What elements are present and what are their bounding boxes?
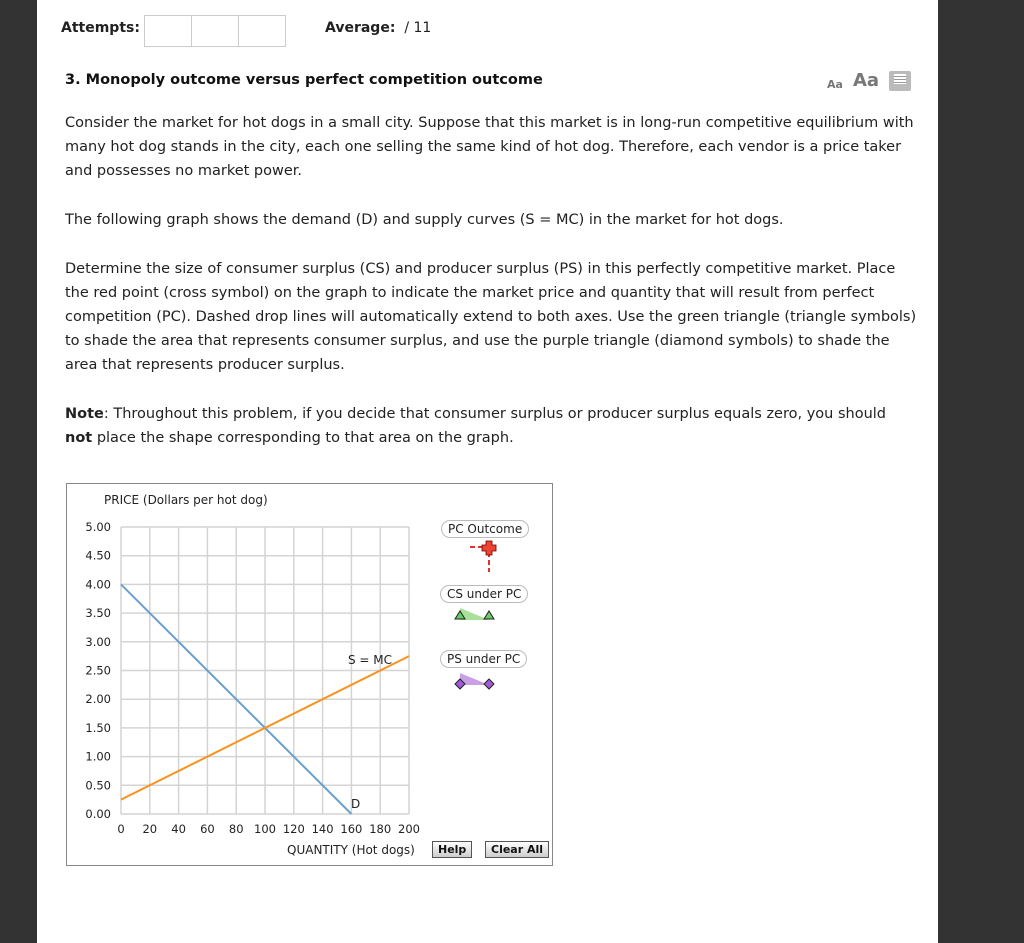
y-tick-label: 0.50	[85, 778, 111, 793]
note-text: : Throughout this problem, if you decide that consumer surplus or producer surplus equals zero, you should	[103, 406, 887, 422]
y-tick-label: 3.50	[85, 606, 111, 621]
ps-tool-icon[interactable]	[455, 673, 494, 689]
y-tick-label: 5.00	[85, 520, 111, 534]
x-tick-label: 200	[398, 822, 420, 836]
attempt-box	[238, 15, 286, 47]
attempts-label: Attempts:	[61, 20, 140, 36]
y-tick-label: 4.00	[85, 577, 111, 592]
pc-outcome-label[interactable]: PC Outcome	[441, 520, 529, 538]
attempt-box	[144, 15, 192, 47]
main-content	[37, 0, 938, 943]
y-tick-label: 4.50	[85, 548, 111, 563]
font-small-button[interactable]: Aa	[827, 78, 843, 91]
x-tick-label: 160	[340, 822, 363, 836]
y-tick-label: 1.50	[85, 720, 111, 735]
attempt-box	[191, 15, 239, 47]
pc-outcome-tool-icon[interactable]	[470, 541, 496, 572]
y-tick-label: 3.00	[85, 634, 111, 649]
note-bold: not	[65, 430, 93, 446]
cs-tool-icon[interactable]	[455, 608, 494, 620]
font-large-button[interactable]: Aa	[852, 70, 880, 91]
average-value: / 11	[404, 20, 432, 36]
demand-label: D	[351, 797, 361, 811]
y-tick-label: 2.50	[85, 663, 111, 678]
help-button[interactable]: Help	[432, 841, 472, 858]
supply-label: S = MC	[348, 653, 393, 667]
graph-panel	[66, 483, 553, 866]
chart[interactable]	[67, 484, 552, 865]
print-icon[interactable]	[889, 71, 911, 91]
average-label: Average:	[325, 20, 396, 36]
y-tick-label: 2.00	[85, 692, 111, 707]
cs-under-pc-label[interactable]: CS under PC	[440, 585, 528, 603]
x-axis-label: QUANTITY (Hot dogs)	[287, 843, 415, 857]
paragraph-2: The following graph shows the demand (D) and supply curves (S = MC) in the market for hot dogs.	[65, 212, 784, 228]
x-tick-label: 80	[228, 822, 244, 836]
question-title: 3. Monopoly outcome versus perfect competition outcome	[65, 72, 543, 88]
note-label: Note	[65, 406, 104, 422]
paragraph-3: Determine the size of consumer surplus (CS) and producer surplus (PS) in this perfectly competitive market. Place the red point (cross symbol) on the graph to indicate the market price and quantity that will result from perfect competition (PC). Dashed drop lines will automatically extend to both axes. Use the green triangle (triangle symbols) to shade the area that represents consumer surplus, and use the purple triangle (diamond symbols) to shade the area that represents producer surplus.	[65, 261, 917, 373]
clear-all-button[interactable]: Clear All	[485, 841, 549, 858]
text-tools	[827, 70, 911, 91]
paragraph-1: Consider the market for hot dogs in a small city. Suppose that this market is in long-run competitive equilibrium with many hot dog stands in the city, each one selling the same kind of hot dog. Therefore, each vendor is a price taker and possesses no market power.	[65, 115, 914, 179]
y-tick-label: 1.00	[85, 749, 111, 764]
note-text-end: place the shape corresponding to that area on the graph.	[92, 430, 514, 446]
y-axis-label: PRICE (Dollars per hot dog)	[104, 493, 268, 507]
x-tick-label: 0	[117, 822, 125, 836]
x-tick-label: 20	[142, 822, 158, 836]
x-tick-label: 120	[282, 822, 305, 836]
y-tick-label: 0.00	[85, 807, 111, 821]
x-tick-label: 40	[171, 822, 186, 836]
x-tick-label: 140	[311, 822, 334, 836]
attempt-boxes	[144, 15, 285, 47]
note	[65, 402, 917, 450]
average	[325, 20, 431, 36]
ps-under-pc-label[interactable]: PS under PC	[440, 650, 527, 668]
x-tick-label: 180	[369, 822, 392, 836]
x-tick-label: 60	[200, 822, 215, 836]
x-tick-label: 100	[254, 822, 276, 836]
